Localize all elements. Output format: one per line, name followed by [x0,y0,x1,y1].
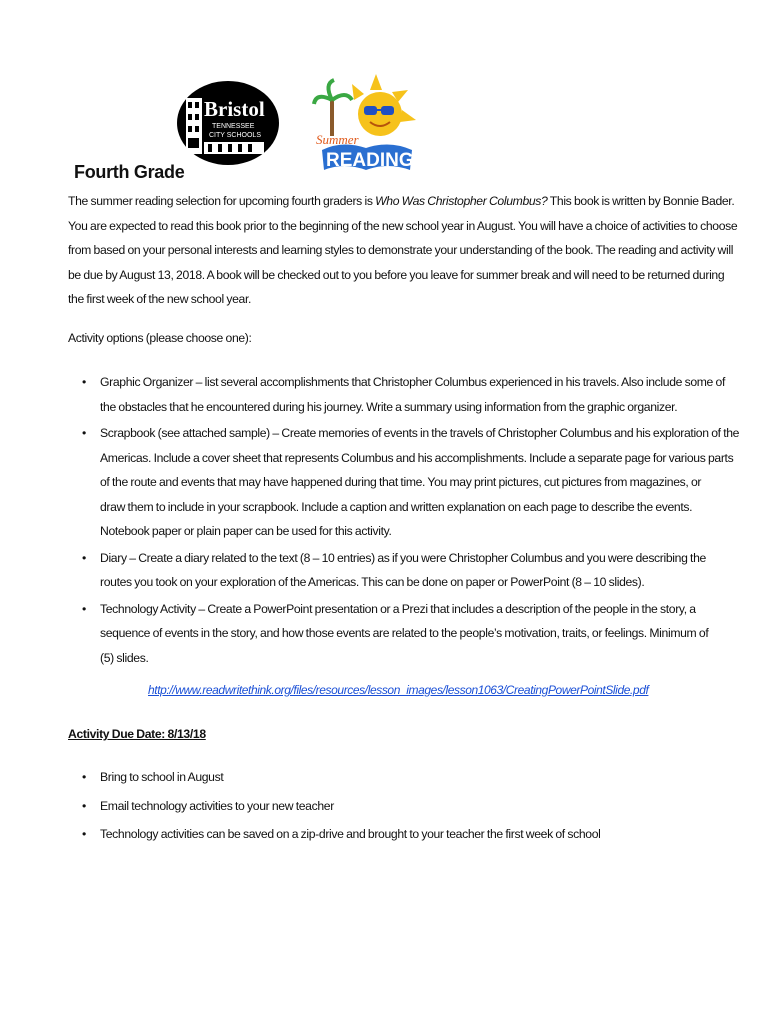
bullet-icon: • [82,827,86,841]
activity-text-line: Technology Activity – Create a PowerPoint presentation or a Prezi that includes a description of the people in the story, a [100,601,696,616]
activity-text-line: sequence of events in the story, and how those events are related to the people’s motivation, traits, or feelings. Minimum of [100,626,709,640]
activity-text-line: the obstacles that he encountered during his journey. Write a summary using information from the graphic organizer. [100,399,678,414]
intro-line: the first week of the new school year. [68,292,252,306]
powerpoint-resource-link[interactable]: http://www.readwritethink.org/files/resources/lesson_images/lesson1063/CreatingPowerPointSlide.pdf [148,683,649,697]
activity-options-list [68,370,740,672]
bullet-icon: • [82,426,86,440]
intro-line: The summer reading selection for upcoming fourth graders is Who Was Christopher Columbus? This book is written by Bonnie Bader. [68,194,735,208]
bullet-icon: • [82,550,86,565]
bullet-icon: • [82,375,86,389]
activity-due-date: Activity Due Date: 8/13/18 [68,727,206,741]
activity-text-line: of the route and events that may have happened during that time. You may print pictures, cut pictures from magazines, or [100,475,702,489]
summer-reading-logo [312,70,420,178]
bristol-city-schools-logo [176,80,280,166]
reminder-text: Bring to school in August [100,770,224,784]
bullet-icon: • [82,798,86,813]
page-title: Fourth Grade [74,162,185,182]
svg-text:CITY SCHOOLS: CITY SCHOOLS [209,132,261,139]
reminder-item [68,765,668,790]
intro-line: be due by August 13, 2018. A book will be checked out to you before you leave for summer break and will need to be returned during [68,267,725,282]
activity-text-line: Scrapbook (see attached sample) – Create memories of events in the travels of Christopher Columbus and his exploration of the [100,426,740,440]
book-title: Who Was Christopher Columbus? [375,194,548,208]
intro-line: You are expected to read this book prior to the beginning of the new school year in August. You will have a choice of activities to choose [68,218,738,233]
activity-options-label: Activity options (please choose one): [68,331,252,345]
activity-option [68,421,740,544]
activity-option [68,597,709,671]
activity-text-line: Diary – Create a diary related to the text (8 – 10 entries) as if you were Christopher Columbus and you were describing the [100,550,706,565]
activity-option [68,546,706,595]
reminder-item [68,794,668,819]
intro-line: from based on your personal interests and learning styles to demonstrate your understanding of the book. The reading and activity will [68,243,734,257]
bullet-icon: • [82,601,86,616]
bullet-icon: • [82,770,86,784]
activity-text-line: Americas. Include a cover sheet that represents Columbus and his accomplishments. Include a separate page for various parts [100,450,734,465]
reminders-list [68,765,668,851]
activity-text-line: Graphic Organizer – list several accomplishments that Christopher Columbus experienced in his travels. Also include some of [100,375,725,389]
svg-text:TENNESSEE: TENNESSEE [212,123,255,130]
reminder-text: Technology activities can be saved on a zip-drive and brought to your teacher the first week of school [100,827,601,841]
reminder-text: Email technology activities to your new teacher [100,798,334,813]
intro-paragraph [68,189,738,312]
activity-text-line: (5) slides. [100,650,149,665]
activity-text-line: Notebook paper or plain paper can be used for this activity. [100,524,392,538]
svg-text:Bristol: Bristol [204,97,265,121]
reminder-item [68,822,668,847]
activity-option [68,370,725,419]
svg-text:Summer: Summer [316,132,359,147]
svg-text:READING: READING [326,150,414,171]
activity-text-line: routes you took on your exploration of the Americas. This can be done on paper or PowerPoint (8 – 10 slides). [100,575,645,589]
activity-text-line: draw them to include in your scrapbook. Include a caption and written explanation on each page to describe the events. [100,499,693,514]
